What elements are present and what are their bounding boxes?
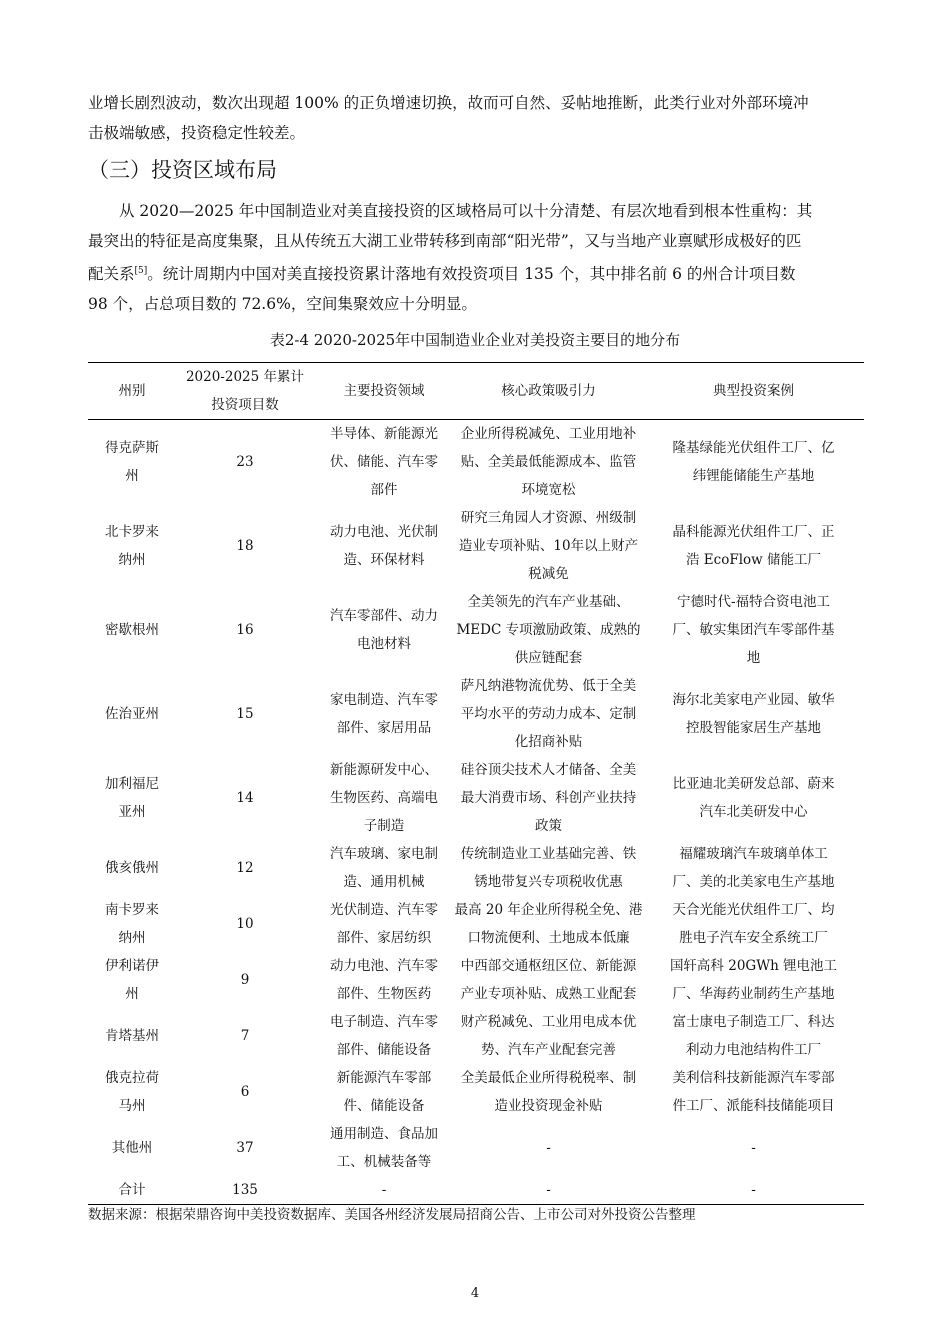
cell-state	[88, 588, 176, 672]
table-row	[88, 1120, 864, 1176]
section-heading: （三）投资区域布局	[88, 158, 277, 182]
table-row	[88, 420, 864, 505]
cell-case	[643, 896, 864, 952]
investment-table	[88, 362, 864, 1205]
intro-line-1: 业增长剧烈波动，数次出现超 100% 的正负增速切换，故而可自然、妥帖地推断，此类行业对外部环境冲	[88, 94, 809, 112]
cell-field	[314, 672, 454, 756]
cell-count	[176, 504, 314, 588]
header-count	[176, 363, 314, 420]
cell-field-text: 新能源汽车零部件、储能设备	[336, 1070, 432, 1114]
cell-state	[88, 1120, 176, 1176]
cell-count-text: 9	[240, 972, 250, 988]
body-line-3-start: 配关系	[88, 265, 135, 284]
header-state: 州别	[118, 383, 146, 399]
cell-policy	[454, 588, 643, 672]
cell-field	[314, 588, 454, 672]
cell-count	[176, 1120, 314, 1176]
cell-policy	[454, 1064, 643, 1120]
cell-state-text: 肯塔基州	[105, 1028, 159, 1044]
cell-count-text: 16	[236, 622, 254, 638]
table-row	[88, 672, 864, 756]
cell-policy-text: 研究三角园人才资源、州级制造业专项补贴、10年以上财产税减免	[458, 510, 639, 582]
table-row	[88, 588, 864, 672]
cell-state-text: 俄克拉荷马州	[105, 1070, 159, 1114]
body-line-2: 最突出的特征是高度集聚，且从传统五大湖工业带转移到南部“阳光带”，又与当地产业禀赋形成极好的匹	[88, 232, 802, 250]
cell-policy-text: -	[546, 1182, 551, 1198]
cell-count-text: 6	[240, 1084, 250, 1100]
cell-field	[314, 1064, 454, 1120]
cell-field-text: 汽车玻璃、家电制造、通用机械	[330, 846, 438, 890]
cell-state-text: 合计	[118, 1182, 146, 1198]
cell-count-text: 18	[236, 538, 254, 554]
cell-state-text: 伊利诺伊州	[105, 958, 159, 1002]
cell-state	[88, 1008, 176, 1064]
cell-case	[643, 840, 864, 896]
source-note: 数据来源：根据荣鼎咨询中美投资数据库、美国各州经济发展局招商公告、上市公司对外投资公告整理	[88, 1207, 696, 1223]
cell-case	[643, 1064, 864, 1120]
body-paragraph	[88, 196, 864, 319]
cell-policy	[454, 896, 643, 952]
table-body	[88, 420, 864, 1205]
cell-state	[88, 1064, 176, 1120]
cell-count	[176, 1008, 314, 1064]
cell-count	[176, 672, 314, 756]
cell-count-text: 12	[236, 860, 254, 876]
cell-field	[314, 1008, 454, 1064]
cell-case	[643, 952, 864, 1008]
cell-case-text: 富士康电子制造工厂、科达利动力电池结构件工厂	[672, 1014, 835, 1058]
cell-state	[88, 504, 176, 588]
cell-field	[314, 952, 454, 1008]
cell-count	[176, 952, 314, 1008]
table-row	[88, 1008, 864, 1064]
cell-policy	[454, 952, 643, 1008]
header-field: 主要投资领域	[343, 383, 425, 399]
cell-field	[314, 504, 454, 588]
cell-field-text: 动力电池、汽车零部件、生物医药	[330, 958, 438, 1002]
cell-state	[88, 840, 176, 896]
cell-field-text: 动力电池、光伏制造、环保材料	[330, 524, 438, 568]
cell-policy	[454, 1120, 643, 1176]
cell-state-text: 南卡罗来纳州	[105, 902, 159, 946]
cell-state-text: 密歇根州	[105, 622, 159, 638]
cell-state-text: 其他州	[111, 1140, 153, 1156]
cell-policy-text: 萨凡纳港物流优势、低于全美平均水平的劳动力成本、定制化招商补贴	[460, 678, 637, 750]
cell-policy-text: 财产税减免、工业用电成本优势、汽车产业配套完善	[460, 1014, 637, 1058]
body-line-4: 98 个，占总项目数的 72.6%，空间集聚效应十分明显。	[88, 295, 477, 314]
cell-state-text: 加利福尼亚州	[105, 776, 159, 820]
cell-policy	[454, 420, 643, 505]
cell-field-text: 汽车零部件、动力电池材料	[330, 608, 438, 652]
cell-count	[176, 840, 314, 896]
intro-line-2: 击极端敏感，投资稳定性较差。	[88, 124, 306, 142]
cell-field	[314, 896, 454, 952]
cell-count	[176, 588, 314, 672]
cell-field-text: 半导体、新能源光伏、储能、汽车零部件	[330, 426, 438, 498]
page-number: 4	[470, 1286, 480, 1301]
cell-case	[643, 1120, 864, 1176]
cell-case	[643, 756, 864, 840]
cell-field	[314, 1120, 454, 1176]
cell-policy	[454, 672, 643, 756]
table-header-row	[88, 363, 864, 420]
intro-paragraph	[88, 88, 864, 148]
table-caption: 表2-4 2020-2025年中国制造业企业对美投资主要目的地分布	[269, 331, 681, 349]
cell-state	[88, 672, 176, 756]
cell-field-text: 电子制造、汽车零部件、储能设备	[330, 1014, 438, 1058]
cell-case	[643, 1008, 864, 1064]
cell-policy-text: 全美领先的汽车产业基础、MEDC 专项激励政策、成熟的供应链配套	[456, 594, 641, 666]
cell-case	[643, 1176, 864, 1205]
cell-case-text: 福耀玻璃汽车玻璃单体工厂、美的北美家电生产基地	[672, 846, 835, 890]
table-row	[88, 756, 864, 840]
cell-policy	[454, 840, 643, 896]
cell-state	[88, 756, 176, 840]
cell-policy	[454, 1176, 643, 1205]
body-line-3	[88, 256, 864, 289]
cell-field-text: -	[381, 1182, 387, 1198]
cell-case-text: -	[751, 1182, 756, 1198]
cell-policy-text: -	[546, 1140, 551, 1156]
citation-ref[interactable]: [5]	[134, 266, 148, 276]
cell-policy-text: 全美最低企业所得税税率、制造业投资现金补贴	[460, 1070, 637, 1114]
cell-count	[176, 756, 314, 840]
cell-state	[88, 420, 176, 505]
cell-count-text: 135	[232, 1182, 258, 1198]
cell-policy	[454, 504, 643, 588]
cell-count-text: 37	[236, 1140, 254, 1156]
cell-state	[88, 896, 176, 952]
header-policy: 核心政策吸引力	[501, 383, 596, 399]
cell-count	[176, 1064, 314, 1120]
cell-count	[176, 1176, 314, 1205]
cell-case-text: 海尔北美家电产业园、敏华控股智能家居生产基地	[672, 692, 835, 736]
cell-policy-text: 企业所得税减免、工业用地补贴、全美最低能源成本、监管环境宽松	[460, 426, 637, 498]
cell-policy	[454, 756, 643, 840]
cell-field	[314, 840, 454, 896]
cell-count-text: 23	[236, 454, 254, 470]
cell-state	[88, 952, 176, 1008]
table-row	[88, 952, 864, 1008]
cell-policy-text: 最高 20 年企业所得税全免、港口物流便利、土地成本低廉	[454, 902, 643, 946]
cell-state	[88, 1176, 176, 1205]
cell-policy-text: 硅谷顶尖技术人才储备、全美最大消费市场、科创产业扶持政策	[460, 762, 637, 834]
table-row	[88, 840, 864, 896]
cell-case-text: 天合光能光伏组件工厂、均胜电子汽车安全系统工厂	[672, 902, 835, 946]
table-row	[88, 504, 864, 588]
header-count-text: 2020-2025 年累计投资项目数	[185, 369, 305, 413]
cell-case	[643, 588, 864, 672]
cell-case-text: 美利信科技新能源汽车零部件工厂、派能科技储能项目	[672, 1070, 835, 1114]
table-row	[88, 1176, 864, 1205]
body-line-3-end: 。统计周期内中国对美直接投资累计落地有效投资项目 135 个，其中排名前 6 的州合计项目数	[147, 265, 796, 284]
cell-field-text: 新能源研发中心、生物医药、高端电子制造	[330, 762, 438, 834]
cell-state-text: 佐治亚州	[105, 706, 159, 722]
cell-case-text: -	[751, 1140, 756, 1156]
cell-count-text: 10	[236, 916, 254, 932]
cell-case-text: 隆基绿能光伏组件工厂、亿纬锂能储能生产基地	[672, 440, 835, 484]
cell-field	[314, 420, 454, 505]
cell-policy	[454, 1008, 643, 1064]
cell-field	[314, 756, 454, 840]
cell-case	[643, 504, 864, 588]
cell-case	[643, 672, 864, 756]
cell-field-text: 光伏制造、汽车零部件、家居纺织	[330, 902, 438, 946]
cell-case-text: 比亚迪北美研发总部、蔚来汽车北美研发中心	[672, 776, 835, 820]
cell-field-text: 通用制造、食品加工、机械装备等	[330, 1126, 438, 1170]
cell-count	[176, 896, 314, 952]
cell-count-text: 7	[240, 1028, 250, 1044]
cell-case	[643, 420, 864, 505]
cell-state-text: 俄亥俄州	[105, 860, 159, 876]
cell-case-text: 国轩高科 20GWh 锂电池工厂、华海药业制药生产基地	[669, 958, 838, 1002]
cell-state-text: 北卡罗来纳州	[105, 524, 159, 568]
cell-field	[314, 1176, 454, 1205]
cell-policy-text: 传统制造业工业基础完善、铁锈地带复兴专项税收优惠	[460, 846, 637, 890]
body-line-1: 从 2020—2025 年中国制造业对美直接投资的区域格局可以十分清楚、有层次地看到根本性重构：其	[119, 202, 813, 220]
table-row	[88, 896, 864, 952]
cell-field-text: 家电制造、汽车零部件、家居用品	[330, 692, 438, 736]
cell-count	[176, 420, 314, 505]
cell-count-text: 15	[236, 706, 254, 722]
cell-policy-text: 中西部交通枢纽区位、新能源产业专项补贴、成熟工业配套	[460, 958, 637, 1002]
table-row	[88, 1064, 864, 1120]
cell-case-text: 晶科能源光伏组件工厂、正浩 EcoFlow 储能工厂	[672, 524, 835, 568]
cell-state-text: 得克萨斯州	[105, 440, 159, 484]
cell-case-text: 宁德时代-福特合资电池工厂、敏实集团汽车零部件基地	[672, 594, 835, 666]
cell-count-text: 14	[236, 790, 254, 806]
header-case: 典型投资案例	[713, 383, 794, 399]
